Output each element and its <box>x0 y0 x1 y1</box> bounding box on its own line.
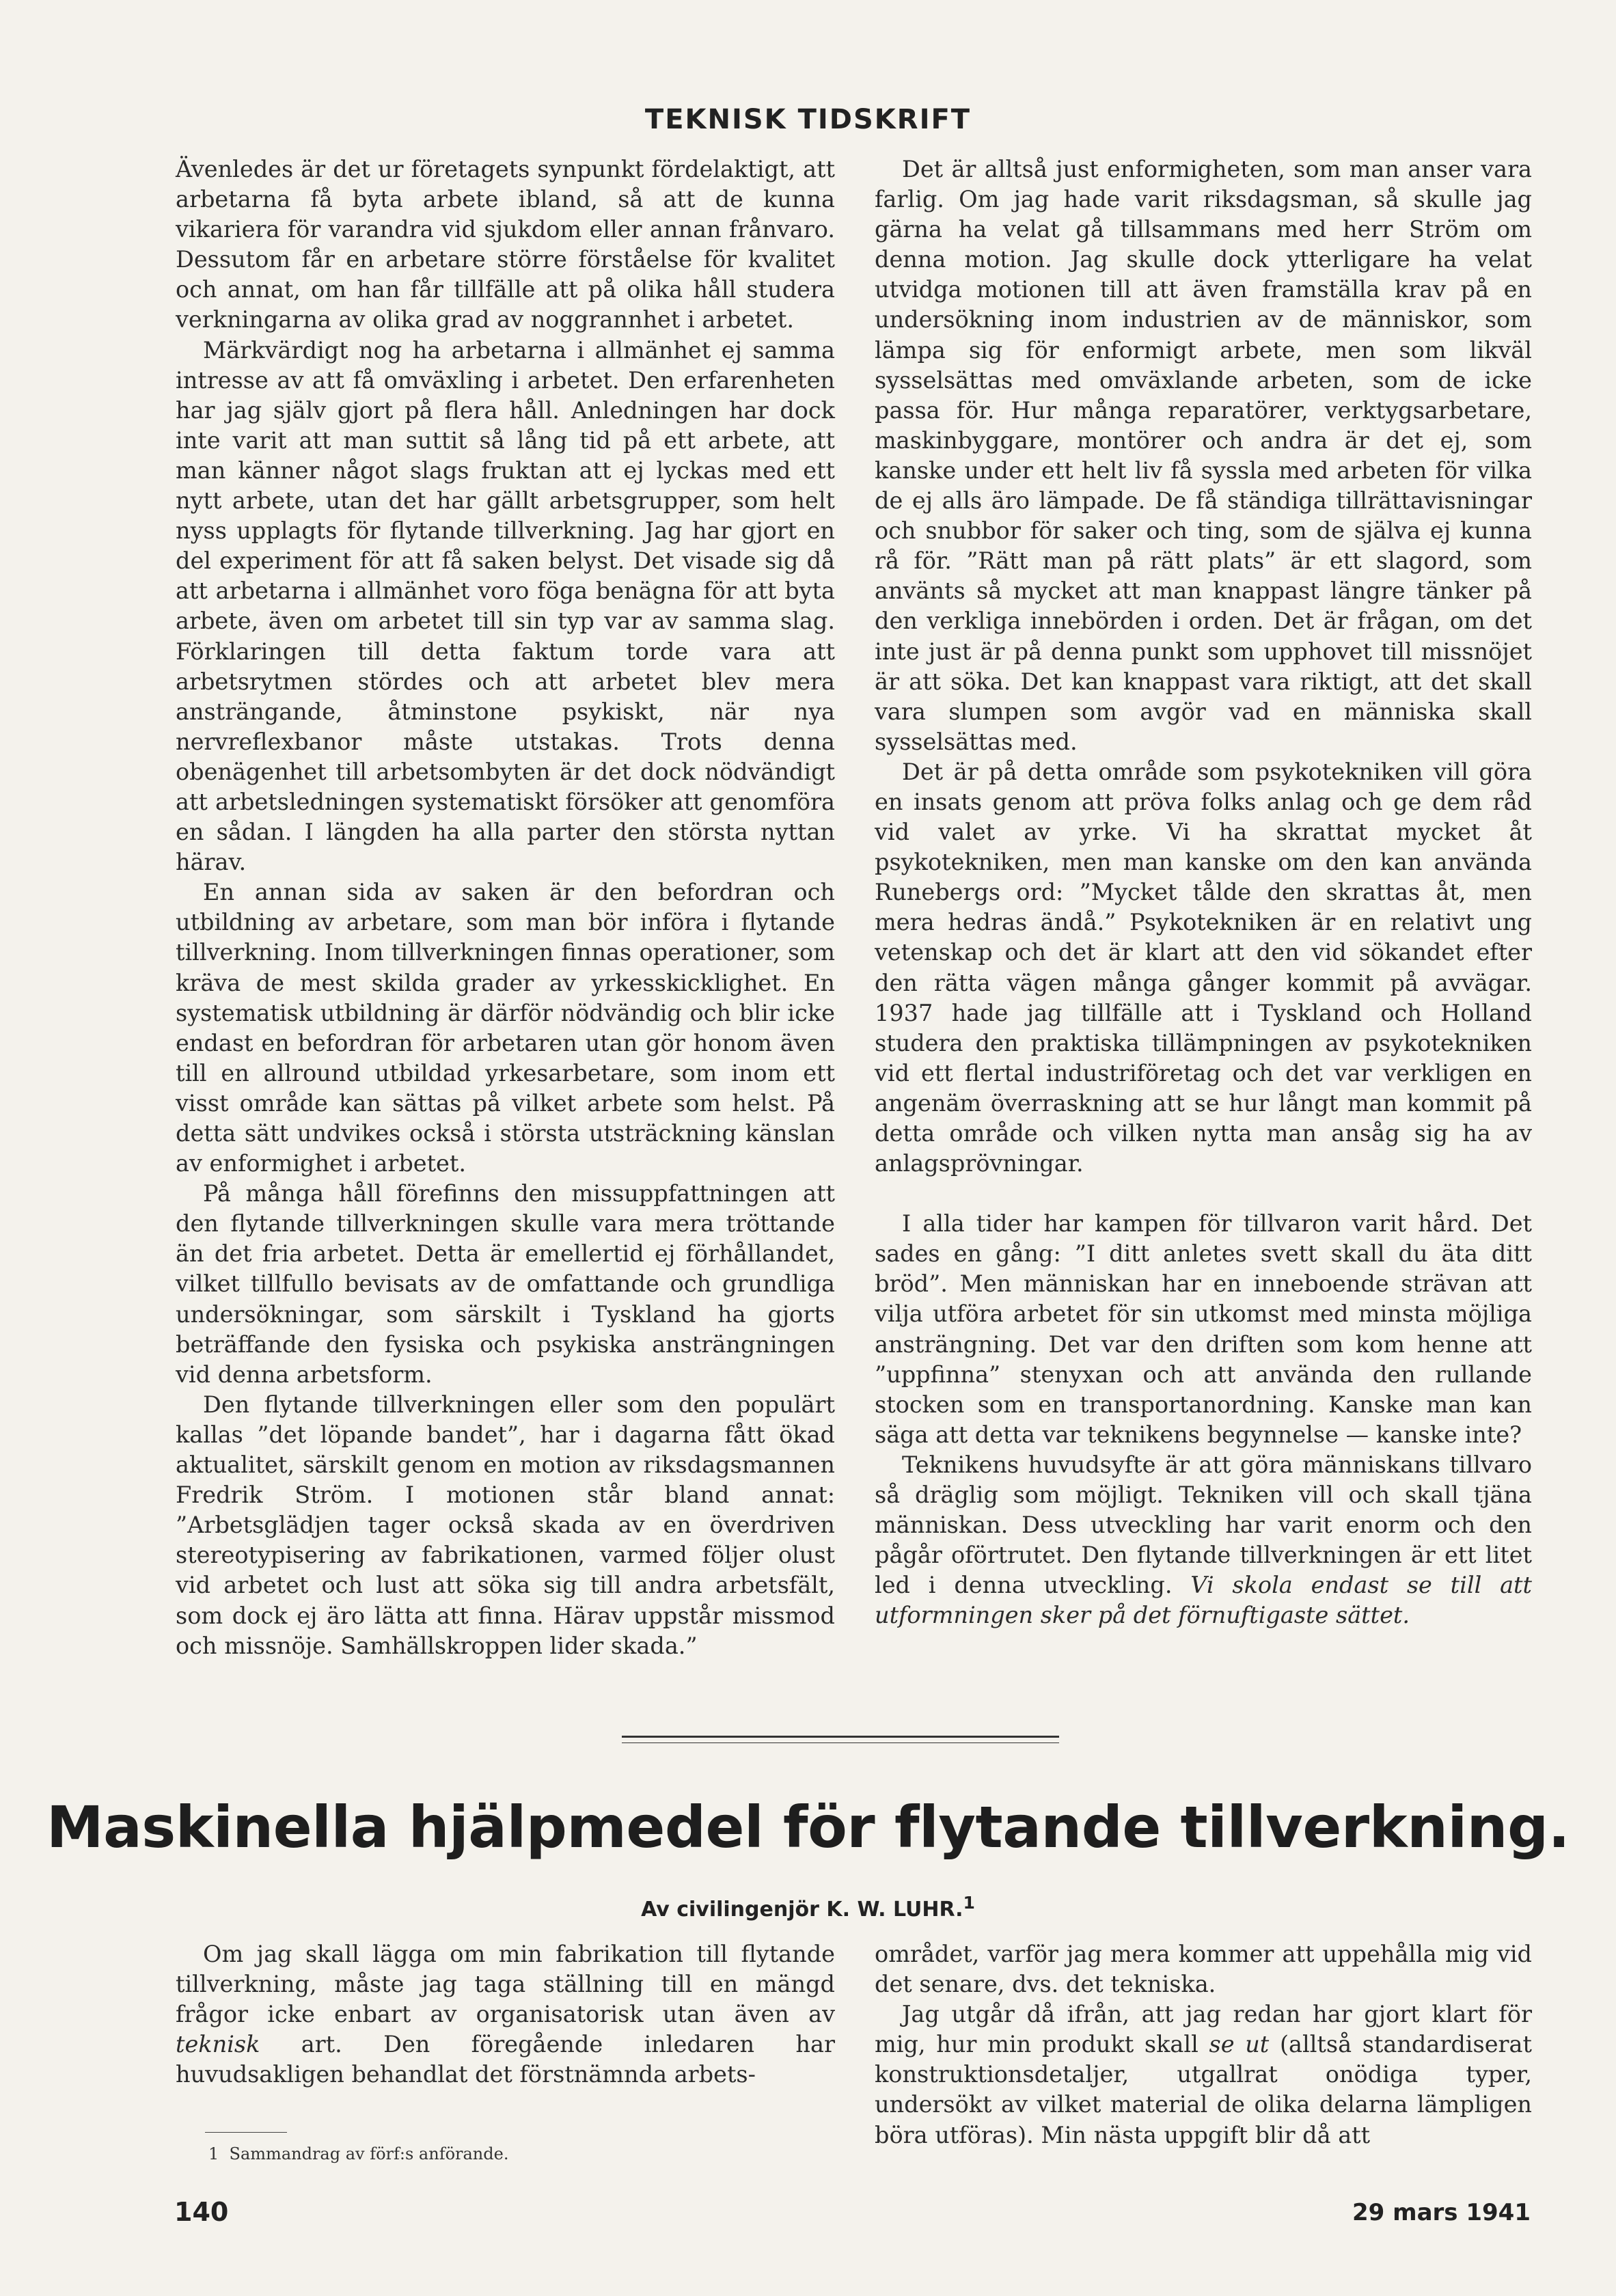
byline <box>0 1893 1616 1922</box>
paragraph: området, varför jag mera kommer att uppehålla mig vid det senare, dvs. det tekniska. <box>875 1941 1532 1998</box>
footnote-text: Sammandrag av förf:s anförande. <box>229 2144 509 2163</box>
paragraph-text: (alltså standardiserat konstruktionsdetaljer, utgallrat onödiga typer, undersökt av vilket material de olika delarna lämpligen böra utföras). Min nästa uppgift blir då att <box>875 2031 1532 2148</box>
italic-word: teknisk <box>176 2031 260 2058</box>
paragraph: Ävenledes är det ur företagets synpunkt fördelaktigt, att arbetarna få byta arbete ibland, så att de kunna vikariera för varandra vid sjukdom eller annan frånvaro. Dessutom får en arbetare större förståelse för kvalitet och annat, om han får tillfälle att på olika håll studera verkningarna av olika grad av noggrannhet i arbetet. <box>176 156 835 333</box>
article-title: Maskinella hjälpmedel för flytande tillverkning. <box>46 1794 1570 1861</box>
italic-phrase: se ut <box>1209 2031 1270 2058</box>
paragraph: I alla tider har kampen för tillvaron varit hård. Det sades en gång: ”I ditt anletes svett skall du äta ditt bröd”. Men människan har en inneboende strävan att vilja utföra arbetet för sin utkomst med minsta möjliga ansträngning. Det var den driften som kom henne att ”uppfinna” stenyxan och att använda den rullande stocken som en transportanordning. Kanske man kan säga att detta var teknikens begynnelse — kanske inte? <box>875 1210 1532 1448</box>
byline-prefix: Av civilingenjör <box>641 1898 819 1922</box>
paragraph: En annan sida av saken är den befordran och utbildning av arbetare, som man bör införa i flytande tillverkning. Inom tillverkningen finnas operationer, som kräva de mest skilda grader av yrkesskicklighet. En systematisk utbildning är därför nödvändig och blir icke endast en befordran för arbetaren utan gör honom även till en allround utbildad yrkesarbetare, som inom ett visst område kan sättas på vilket arbete som helst. På detta sätt undvikes också i största utsträckning känslan av enformighet i arbetet. <box>176 879 835 1177</box>
paragraph-final <box>875 1450 1532 1631</box>
paragraph-text: Teknikens huvudsyfte är att göra människans tillvaro så dräglig som möjligt. Tekniken vill och skall tjäna människan. Dess utveckling har varit enorm och den pågår oförtrutet. Den flytande tillverkningen är ett litet led i denna utveckling. <box>875 1451 1532 1599</box>
paragraph <box>875 1999 1532 2150</box>
paragraph: Det är alltså just enformigheten, som man anser vara farlig. Om jag hade varit riksdagsman, så skulle jag gärna ha velat gå tillsammans med herr Ström om denna motion. Jag skulle dock ytterligare ha velat utvidga motionen till att även framställa krav på en undersökning inom industrien av de människor, som lämpa sig för enformigt arbete, men som likväl sysselsättas med omväxlande arbeten, som de icke passa för. Hur många reparatörer, verktygsarbetare, maskinbyggare, montörer och andra är det ej, som kanske under ett helt liv få syssla med arbeten för vilka de ej alls äro lämpade. De få ständiga tillrättavisningar och snubbor för saker och ting, som de själva ej kunna rå för. ”Rätt man på rätt plats” är ett slagord, som använts så mycket att man knappast längre tänker på den verkliga innebörden i orden. Det är frågan, om det inte just är på denna punkt som upphovet till missnöjet är att söka. Det kan knappast vara riktigt, att det skall vara slumpen som avgör vad en människa skall sysselsättas med. <box>875 156 1532 755</box>
closing-italic-sentence: Vi skola endast se till att utformningen sker på det förnuftigaste sättet. <box>875 1572 1532 1629</box>
left-column-new-article <box>176 1939 835 2090</box>
left-column-continued <box>176 154 835 1661</box>
journal-header: TEKNISK TIDSKRIFT <box>644 104 972 135</box>
right-column-continued <box>875 154 1532 1631</box>
paragraph: Den flytande tillverkningen eller som den populärt kallas ”det löpande bandet”, har i dagarna fått ökad aktualitet, särskilt genom en motion av riksdagsmannen Fredrik Ström. I motionen står bland annat: ”Arbetsglädjen tager också skada av en överdriven stereotypisering av fabrikationen, varmed följer olust vid arbetet och lust att söka sig till andra arbetsfält, som dock ej äro lätta att finna. Härav uppstår missmod och missnöje. Samhällskroppen lider skada.” <box>176 1391 835 1659</box>
footnote <box>208 2144 508 2163</box>
issue-date: 29 mars 1941 <box>1352 2199 1531 2226</box>
paragraph-text: art. Den föregående inledaren har huvudsakligen behandlat det förstnämnda arbets- <box>176 2031 835 2088</box>
paragraph: Märkvärdigt nog ha arbetarna i allmänhet ej samma intresse av att få omväxling i arbetet. Den erfarenheten har jag själv gjort på flera håll. Anledningen har dock inte varit att man suttit så lång tid på ett arbete, att man känner något slags fruktan att ej lyckas med ett nytt arbete, utan det har gällt arbetsgrupper, som helt nyss upplagts för flytande tillverkning. Jag har gjort en del experiment för att få saken belyst. Det visade sig då att arbetarna i allmänhet voro föga benägna för att byta arbete, även om arbetet till sin typ var av samma slag. Förklaringen till detta faktum torde vara att arbetsrytmen stördes och att arbetet blev mera ansträngande, åtminstone psykiskt, när nya nervreflexbanor måste utstakas. Trots denna obenägenhet till arbetsombyten är det dock nödvändigt att arbetsledningen systematiskt försöker att genomföra en sådan. I längden ha alla parter den största nyttan härav. <box>176 336 835 876</box>
paragraph: På många håll förefinns den missuppfattningen att den flytande tillverkningen skulle vara mera tröttande än det fria arbetet. Detta är emellertid ej förhållandet, vilket tillfullo bevisats av de omfattande och grundliga undersökningar, som särskilt i Tyskland ha gjorts beträffande den fysiska och psykiska ansträngningen vid denna arbetsform. <box>176 1180 835 1388</box>
paragraph-text: Om jag skall lägga om min fabrikation till flytande tillverkning, måste jag taga ställning till en mängd frågor icke enbart av organisatorisk utan även av <box>176 1941 835 2028</box>
section-divider <box>622 1736 1059 1743</box>
footnote-mark: 1 <box>963 1893 975 1913</box>
paragraph <box>176 1939 835 2090</box>
footnote-number: 1 <box>208 2144 219 2163</box>
footnote-divider <box>205 2132 287 2133</box>
paragraph-text: Jag utgår då ifrån, att jag redan har gjort klart för mig, hur min produkt skall <box>875 2001 1532 2058</box>
paragraph: Det är på detta område som psykotekniken vill göra en insats genom att pröva folks anlag och ge dem råd vid valet av yrke. Vi ha skrattat mycket åt psykotekniken, men man kanske om den kan använda Runebergs ord: ”Mycket tålde den skrattas åt, men mera hedras ändå.” Psykotekniken är en relativt ung vetenskap och det är klart att den vid sökandet efter den rätta vägen många gånger kommit på avvägar. 1937 hade jag tillfälle att i Tyskland och Holland studera den praktiska tillämpningen av psykotekniken vid ett flertal industriföretag och det var verkligen en angenäm överraskning att se hur långt man kommit på detta område och vilken nytta man ansåg sig ha av anlagsprövningar. <box>875 758 1532 1177</box>
right-column-new-article <box>875 1939 1532 2150</box>
page-number: 140 <box>174 2197 229 2227</box>
byline-author: K. W. LUHR. <box>826 1898 963 1922</box>
